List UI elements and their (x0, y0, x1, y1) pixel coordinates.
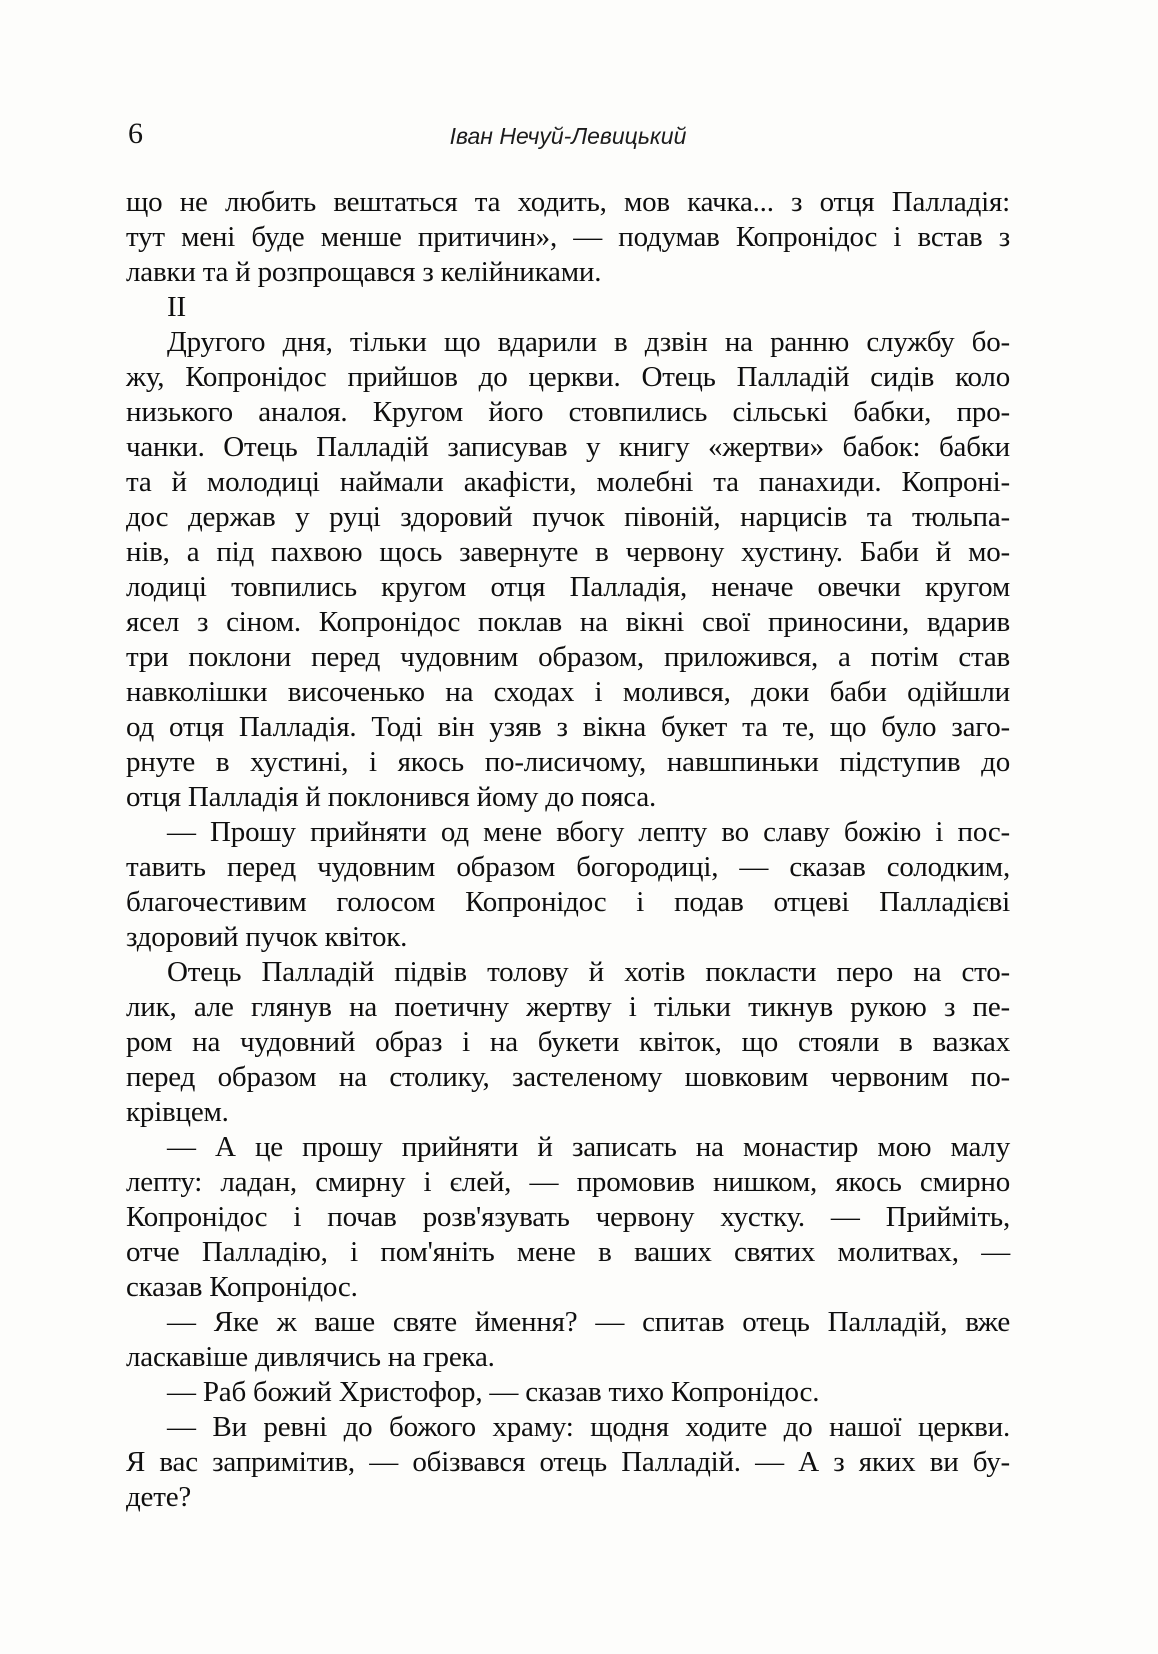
text-line: лик, але глянув на поетичну жертву і тільки тикнув рукою з пе- (126, 991, 1010, 1023)
text-line: навколішки височенько на сходах і молився, доки баби одійшли (126, 676, 1010, 708)
paragraph (126, 955, 1010, 1130)
paragraph (126, 1130, 1010, 1305)
text-line: Другого дня, тільки що вдарили в дзвін на ранню службу бо- (167, 326, 1010, 358)
text-line: ласкавіше дивлячись на грека. (126, 1341, 495, 1373)
paragraph (126, 815, 1010, 955)
text-line: дете? (126, 1481, 192, 1513)
text-line: од отця Палладія. Тоді він узяв з вікна букет та те, що було заго- (126, 711, 1010, 743)
text-line: отче Палладію, і пом'яніть мене в ваших святих молитвах, — (126, 1236, 1010, 1268)
text-line: Копронідос і почав розв'язувать червону хустку. — Прийміть, (126, 1201, 1010, 1233)
text-line: що не любить вештаться та ходить, мов качка... з отця Палладія: (126, 186, 1010, 218)
text-line: ясел з сіном. Копронідос поклав на вікні свої приносини, вдарив (126, 606, 1010, 638)
text-body (126, 185, 1010, 1515)
page-header (126, 116, 1010, 156)
text-line: сказав Копронідос. (126, 1271, 358, 1303)
chapter-heading (126, 290, 1010, 325)
text-line: тавить перед чудовним образом богородиці, — сказав солодким, (126, 851, 1010, 883)
paragraph (126, 185, 1010, 290)
paragraph (126, 325, 1010, 815)
text-line: жу, Копронідос прийшов до церкви. Отець Палладій сидів коло (126, 361, 1010, 393)
text-line: лавки та й розпрощався з келійниками. (126, 256, 602, 288)
text-line: рнуте в хустині, і якось по-лисичому, навшпиньки підступив до (126, 746, 1010, 778)
text-line: — Яке ж ваше святе ймення? — спитав отець Палладій, вже (167, 1306, 1010, 1338)
paragraph (126, 1375, 1010, 1410)
text-line: та й молодиці наймали акафісти, молебні та панахиди. Копроні- (126, 466, 1010, 498)
text-line: — Прошу прийняти од мене вбогу лепту во славу божію і пос- (167, 816, 1010, 848)
text-line: тут мені буде менше притичин», — подумав Копронідос і встав з (126, 221, 1010, 253)
text-line: отця Палладія й поклонився йому до пояса. (126, 781, 657, 813)
text-line: крівцем. (126, 1096, 229, 1128)
text-line: благочестивим голосом Копронідос і подав отцеві Палладієві (126, 886, 1010, 918)
text-line: — А це прошу прийняти й записать на монастир мою малу (167, 1131, 1010, 1163)
text-line: ром на чудовний образ і на букети квіток, що стояли в вазках (126, 1026, 1010, 1058)
text-line: — Ви ревні до божого храму: щодня ходите до нашої церкви. (167, 1411, 1010, 1443)
text-line: три поклони перед чудовним образом, приложився, а потім став (126, 641, 1010, 673)
text-line: Я вас запримітив, — обізвався отець Палладій. — А з яких ви бу- (126, 1446, 1010, 1478)
text-line: дос держав у руці здоровий пучок півоній, нарцисів та тюльпа- (126, 501, 1010, 533)
paragraph (126, 1305, 1010, 1375)
text-line: Отець Палладій підвів толову й хотів покласти перо на сто- (167, 956, 1010, 988)
text-line: лодиці товпились кругом отця Палладія, неначе овечки кругом (126, 571, 1010, 603)
text-line: нів, а під пахвою щось завернуте в червону хустину. Баби й мо- (126, 536, 1010, 568)
text-line: лепту: ладан, смирну і єлей, — промовив нишком, якось смирно (126, 1166, 1010, 1198)
text-line: чанки. Отець Палладій записував у книгу «жертви» бабок: бабки (126, 431, 1010, 463)
text-line: здоровий пучок квіток. (126, 921, 408, 953)
chapter-numeral: II (167, 291, 186, 323)
paragraph (126, 1410, 1010, 1515)
text-line: — Раб божий Христофор, — сказав тихо Копронідос. (167, 1376, 820, 1408)
text-line: перед образом на столику, застеленому шовковим червоним по- (126, 1061, 1010, 1093)
text-line: низького аналоя. Кругом його стовпились сільські бабки, про- (126, 396, 1010, 428)
running-header: Іван Нечуй-Левицький (449, 123, 687, 149)
page-number: 6 (128, 117, 143, 150)
